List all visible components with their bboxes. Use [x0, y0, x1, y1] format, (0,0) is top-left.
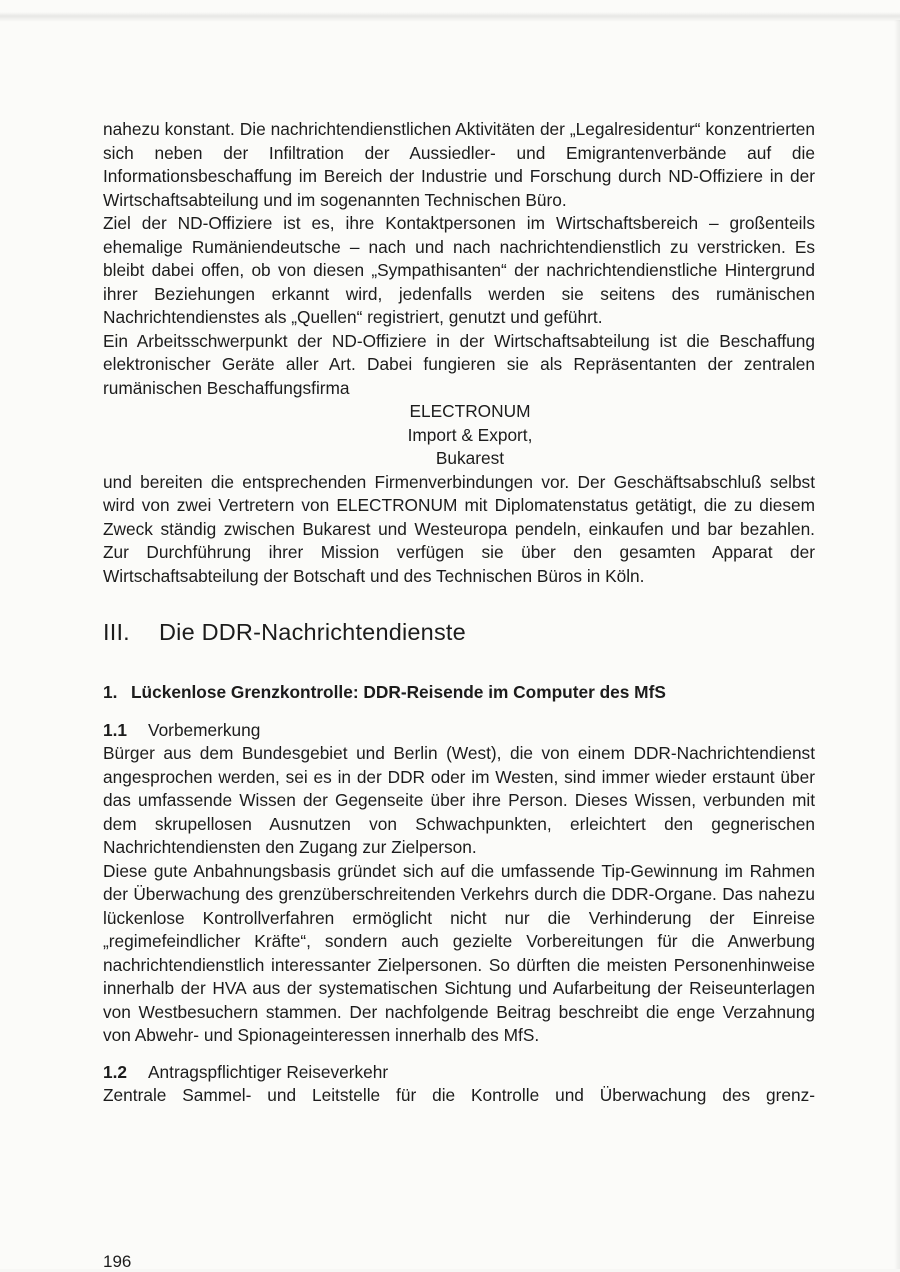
chapter-heading [103, 617, 815, 647]
section-title: Lückenlose Grenzkontrolle: DDR-Reisende im Computer des MfS [131, 682, 666, 702]
subsection-1-heading [103, 719, 815, 743]
subsection-1-number: 1.1 [103, 719, 128, 740]
subsection-2-heading [103, 1061, 815, 1085]
company-name: ELECTRONUM [409, 401, 531, 421]
subsection-2-paragraph-1: Zentrale Sammel- und Leitstelle für die Kontrolle und Überwachung des grenz- [103, 1085, 815, 1105]
intro-paragraph-3: Ein Arbeitsschwerpunkt der ND-Offiziere in der Wirtschaftsabteilung ist die Beschaffung elektronischer Geräte aller Art. Dabei fungieren sie als Repräsentanten der zentralen rumänischen Beschaffungsfirma [103, 330, 815, 398]
intro-paragraph-2: Ziel der ND-Offiziere ist es, ihre Kontaktpersonen im Wirtschaftsbereich – großenteils ehemalige Rumäniendeutsche – nach und nach nachrichtendienstlich zu verstricken. Es bleibt dabei offen, ob von diesen „Sympathisanten“ der nachrichtendienstliche Hintergrund ihrer Beziehungen erkannt wird, jedenfalls werden sie seitens des rumänischen Nachrichtendienstes als „Quellen“ registriert, genutzt und geführt. [103, 213, 815, 327]
company-city: Bukarest [435, 448, 505, 468]
subsection-1-paragraph-2: Diese gute Anbahnungsbasis gründet sich auf die umfassende Tip-Gewinnung im Rahmen der Überwachung des grenzüberschreitenden Verkehrs durch die DDR-Organe. Das nahezu lückenlose Kontrollverfahren ermöglicht nicht nur die Verhinderung der Einreise „regimefeindlicher Kräfte“, sondern auch gezielte Vorbereitungen für die Anwerbung nachrichtendienstlich interessanter Zielpersonen. So dürften die meisten Personenhinweise innerhalb der HVA aus der systematischen Sichtung und Aufarbeitung der Reiseunterlagen von Westbesuchern stammen. Der nachfolgende Beitrag beschreibt die enge Verzahnung von Abwehr- und Spionageinteressen innerhalb des MfS. [103, 860, 815, 1045]
page-body [103, 118, 815, 1108]
chapter-number: III. [103, 619, 130, 645]
company-address-block [103, 400, 815, 471]
subsection-2-number: 1.2 [103, 1061, 128, 1082]
section-heading [103, 681, 815, 705]
subsection-1-title: Vorbemerkung [148, 719, 261, 740]
subsection-2-title: Antragspflichtiger Reiseverkehr [148, 1061, 389, 1082]
scan-shadow-right [894, 20, 900, 1269]
section-number: 1. [103, 682, 118, 702]
subsection-1-paragraph-1: Bürger aus dem Bundesgebiet und Berlin (West), die von einem DDR-Nachrichtendienst angesprochen werden, sei es in der DDR oder im Westen, sind immer wieder erstaunt über das umfassende Wissen der Gegenseite über ihre Person. Dieses Wissen, verbunden mit dem skrupellosen Ausnutzen von Schwachpunkten, erleichtert den gegnerischen Nachrichtendiensten den Zugang zur Zielperson. [103, 743, 815, 857]
intro-closing-paragraph: und bereiten die entsprechenden Firmenverbindungen vor. Der Geschäftsabschluß selbst wird von zwei Vertretern von ELECTRONUM mit Diplomatenstatus getätigt, die zu diesem Zweck ständig zwischen Bukarest und Westeuropa pendeln, einkaufen und bar bezahlen. Zur Durchführung ihrer Mission verfügen sie über den gesamten Apparat der Wirtschaftsabteilung der Botschaft und des Technischen Büros in Köln. [103, 471, 815, 586]
chapter-title: Die DDR-Nachrichtendienste [159, 619, 466, 645]
intro-paragraph-1: nahezu konstant. Die nachrichtendienstlichen Aktivitäten der „Legalresidentur“ konzentrierten sich neben der Infiltration der Aussiedler- und Emigrantenverbände auf die Informationsbeschaffung im Bereich der Industrie und Forschung durch ND-Offiziere in der Wirtschaftsabteilung und im sogenannten Technischen Büro. [103, 119, 815, 210]
company-type: Import & Export, [407, 424, 533, 445]
scan-shadow-top [0, 12, 900, 22]
page-number: 196 [103, 1252, 132, 1271]
